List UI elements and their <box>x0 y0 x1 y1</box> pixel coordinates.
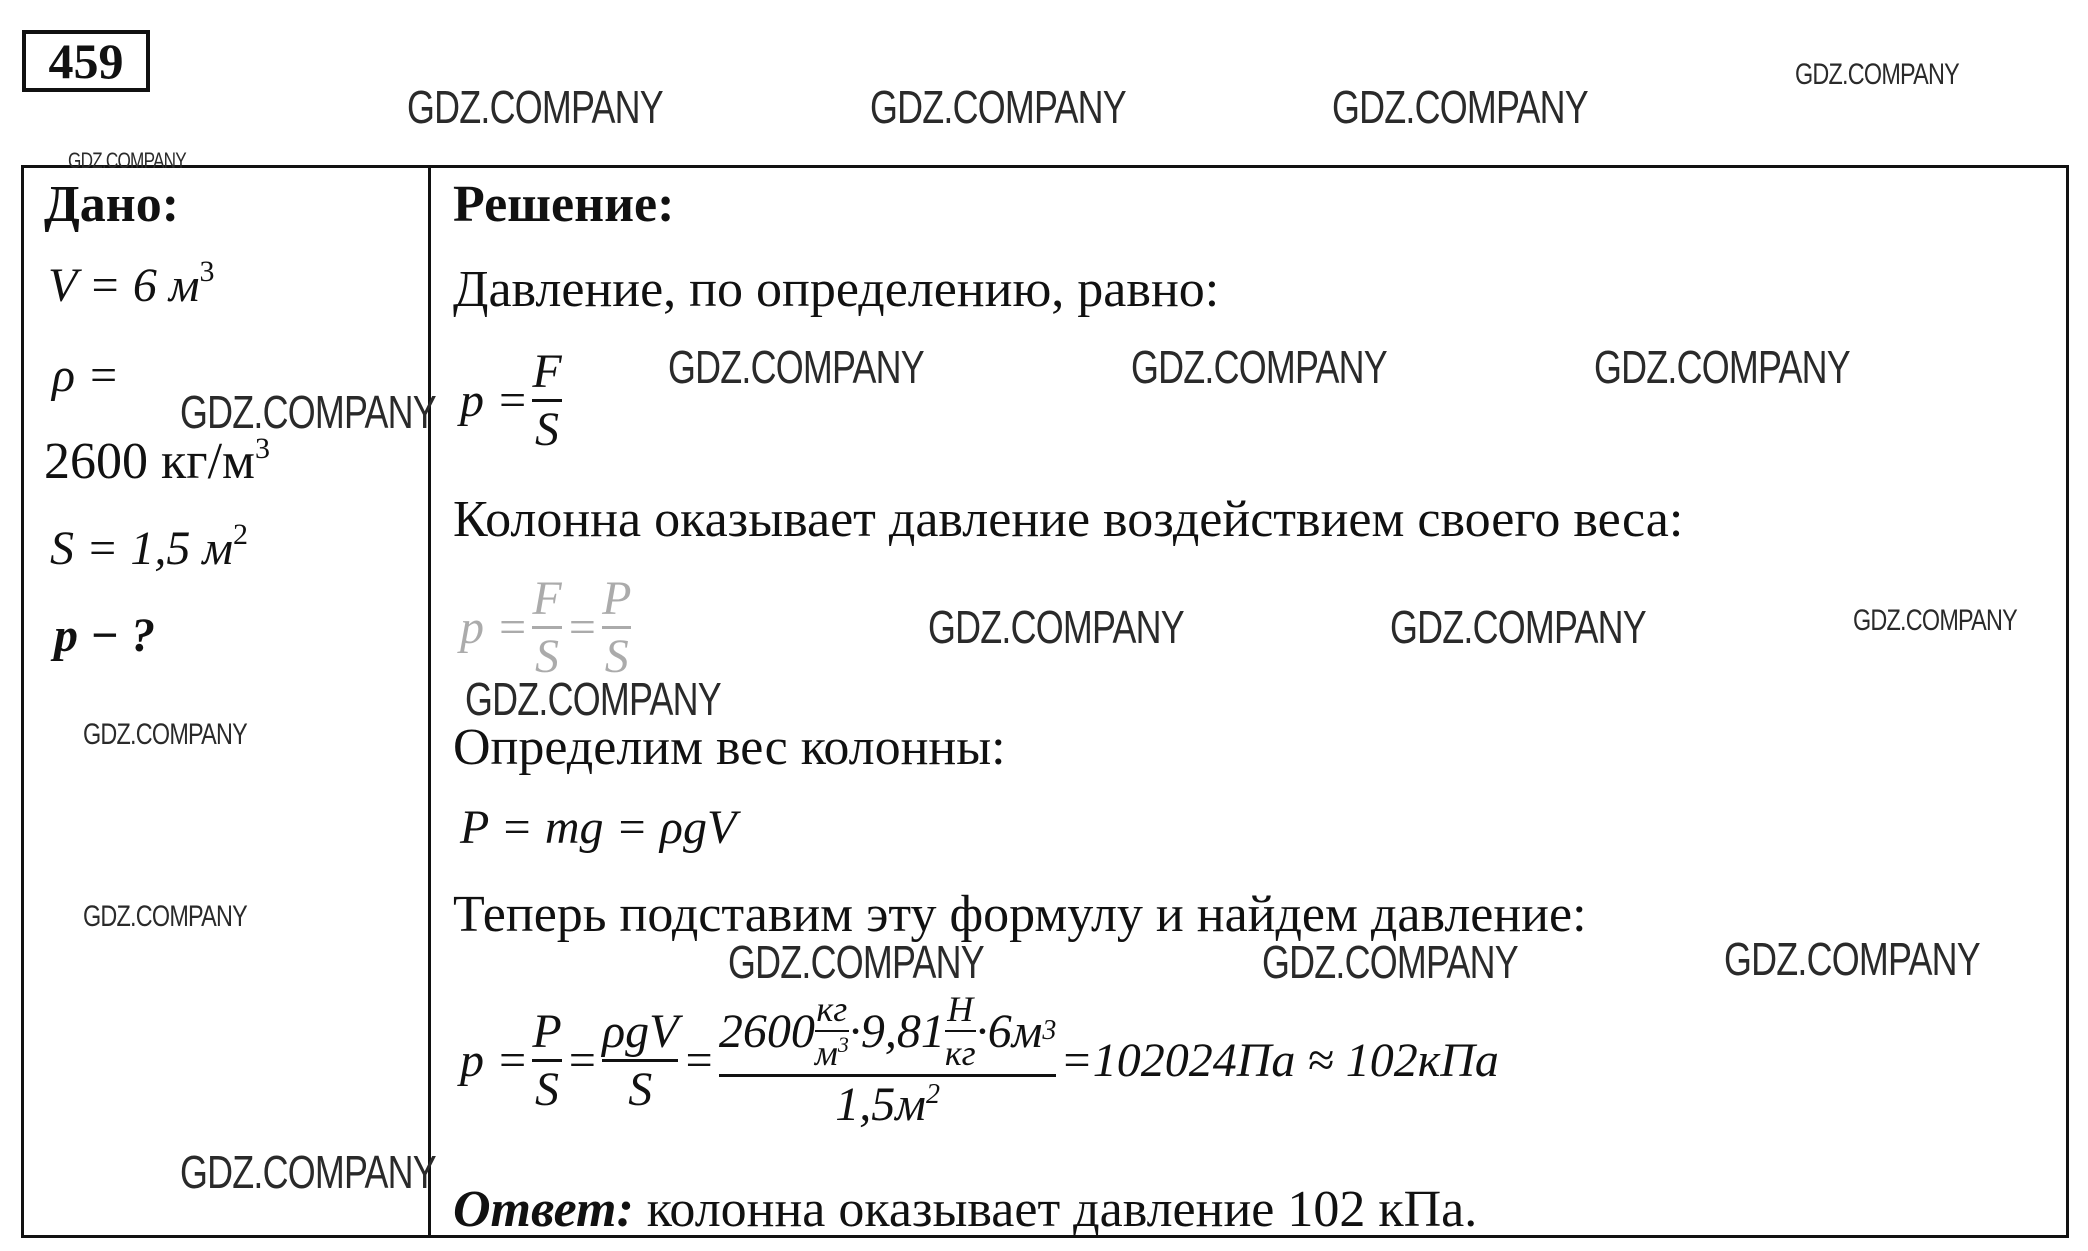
watermark: GDZ.COMPANY <box>870 81 1126 133</box>
given-find: p − ? <box>54 609 156 662</box>
solution-heading: Решение: <box>453 176 675 233</box>
watermark: GDZ.COMPANY <box>928 601 1184 653</box>
formula-weight: P = mg = ρgV <box>460 801 737 854</box>
solution-line-3: Определим вес колонны: <box>453 719 1006 776</box>
watermark: GDZ.COMPANY <box>1332 81 1588 133</box>
watermark: GDZ.COMPANY <box>1262 936 1518 988</box>
watermark: GDZ.COMPANY <box>68 148 186 173</box>
formula-pressure-weight: p = $\frac{F}{S}$ = $\frac{P}{S}$ <box>460 572 632 683</box>
formula-pressure-def: p = $\frac{F}{S}$ <box>460 344 562 456</box>
watermark: GDZ.COMPANY <box>83 900 247 933</box>
watermark: GDZ.COMPANY <box>1853 604 2017 637</box>
answer-line: Ответ: колонна оказывает давление 102 кПа. <box>453 1181 1478 1238</box>
watermark: GDZ.COMPANY <box>180 386 436 438</box>
solution-line-1: Давление, по определению, равно: <box>453 261 1220 318</box>
given-density-value: 2600 $кг/м^3$ <box>44 432 270 490</box>
given-heading: Дано: <box>44 176 180 233</box>
watermark: GDZ.COMPANY <box>1390 601 1646 653</box>
watermark: GDZ.COMPANY <box>728 936 984 988</box>
problem-number: 459 <box>22 30 150 92</box>
column-divider <box>428 165 431 1238</box>
watermark: GDZ.COMPANY <box>668 341 924 393</box>
solution-line-4: Теперь подставим эту формулу и найдем давление: <box>453 886 1587 943</box>
watermark: GDZ.COMPANY <box>1131 341 1387 393</box>
watermark: GDZ.COMPANY <box>407 81 663 133</box>
watermark: GDZ.COMPANY <box>1594 341 1850 393</box>
solution-line-2: Колонна оказывает давление воздействием своего веса: <box>453 491 1684 548</box>
watermark: GDZ.COMPANY <box>180 1146 436 1198</box>
watermark: GDZ.COMPANY <box>1724 933 1980 985</box>
watermark: GDZ.COMPANY <box>83 718 247 751</box>
formula-final: p = $\frac{P}{S}$ = $\frac{\text{ρgV}}{S}$ = 2600 $\frac{кг}{м^3}$ ·9,81 $\frac{Н}{кг}$ ·6м 3 $1,5м^2$ =102024Па ≈ 102кПа <box>460 989 1499 1131</box>
given-density-label: ρ = <box>52 349 120 402</box>
given-area: S = 1,5 $м^2$ <box>50 518 249 575</box>
watermark: GDZ.COMPANY <box>1795 58 1959 91</box>
given-volume: V = 6 $м^3$ <box>48 255 215 312</box>
watermark: GDZ.COMPANY <box>465 673 721 725</box>
